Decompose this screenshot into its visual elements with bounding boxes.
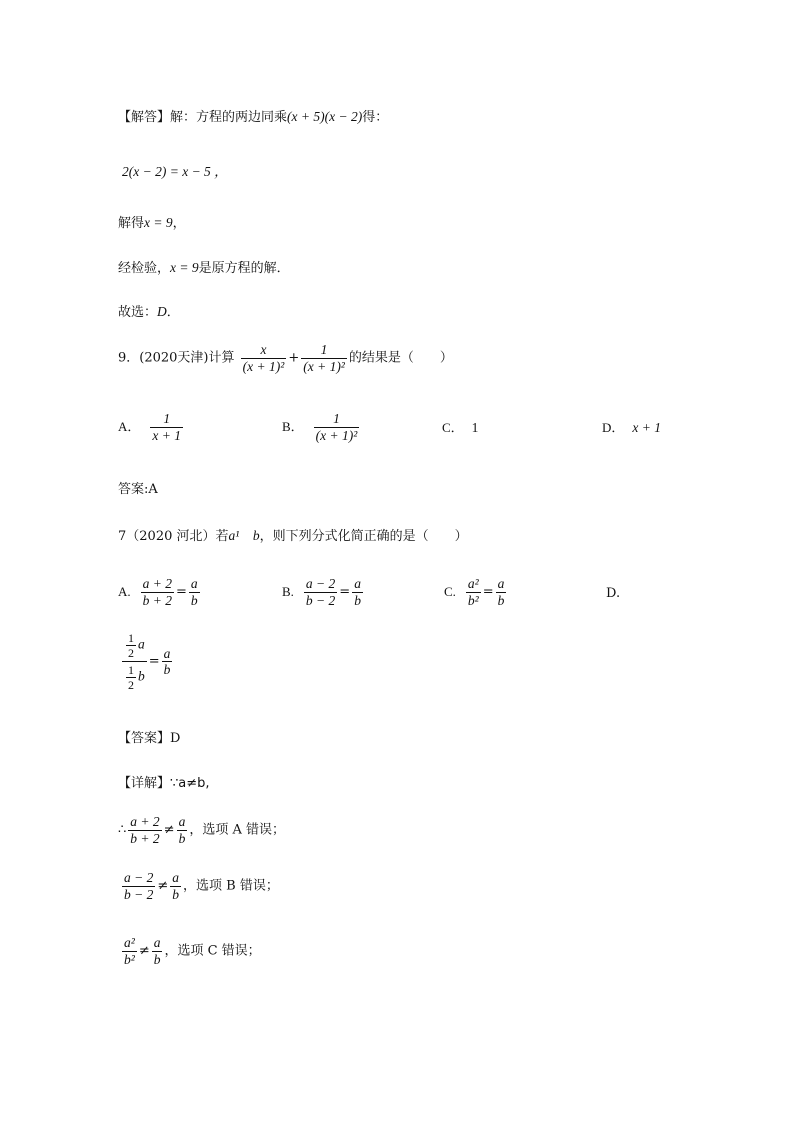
q9-option-d-text: x + 1 — [632, 420, 661, 435]
q7-option-c-lfrac — [466, 576, 481, 608]
solution-choice-line — [118, 303, 180, 322]
q7-option-c-eq: = — [482, 584, 494, 600]
q7-detail-a-neq: ≠ — [163, 822, 175, 838]
q7-option-c-rden: b — [497, 592, 505, 608]
q7-detail-c-rfrac — [152, 935, 163, 967]
q9-option-a-num: 1 — [150, 411, 183, 428]
q7-detail-intro: ∵a≠b, — [170, 776, 210, 791]
q9-option-d — [602, 419, 661, 438]
check-value: x = 9 — [170, 260, 199, 275]
q7-detail-c — [120, 935, 261, 967]
q7-condition: a¹ b — [228, 528, 260, 543]
q9-option-b-frac — [314, 411, 360, 443]
q9-option-b-label: B． — [282, 418, 304, 434]
q9-frac1-num: x — [241, 342, 287, 359]
q9-number: 9． — [118, 350, 140, 366]
q7-option-d-top — [122, 630, 147, 662]
q7-option-c-rnum: a — [497, 576, 505, 591]
q7-detail-c-neq: ≠ — [138, 943, 150, 959]
q9-suffix: 的结果是（ ） — [348, 350, 453, 366]
q7-option-b-label: B. — [282, 583, 294, 599]
q7-detail-a-lnum: a + 2 — [130, 814, 160, 829]
q7-detail-c-lden: b² — [124, 951, 135, 967]
q7-answer: D — [170, 731, 181, 746]
q7-detail-b-rfrac — [170, 870, 181, 902]
solution-intro: 解：方程的两边同乘 — [170, 110, 288, 125]
q9-fraction-2 — [301, 342, 347, 374]
solution-line-1 — [118, 108, 388, 127]
q7-number: 7（2020 河北） — [118, 529, 216, 544]
q7-answer-line — [118, 730, 180, 748]
q9-option-c — [442, 419, 478, 438]
choice-suffix: ． — [166, 305, 180, 320]
q7-option-b-eq: = — [339, 584, 351, 600]
q7-option-d-label: D. — [606, 586, 621, 601]
check-prefix: 经检验， — [118, 261, 171, 276]
solution-multiplier: (x + 5)(x − 2) — [287, 109, 363, 124]
check-suffix: 是原方程的解． — [198, 261, 290, 276]
solution-heading: 【解答】 — [118, 110, 171, 125]
q7-option-d-top-d: 2 — [128, 646, 134, 660]
q7-detail-b-rnum: a — [172, 870, 180, 885]
solved-value: x = 9 — [144, 215, 173, 230]
solution-eq1: 2(x − 2) = x − 5 ， — [122, 164, 228, 179]
q7-option-d-bot-half — [126, 663, 136, 692]
q7-detail-a-lfrac — [128, 814, 161, 846]
q7-option-d-bot-d: 2 — [128, 678, 134, 692]
q9-fraction-1 — [241, 342, 287, 374]
q7-detail-a-rnum: a — [178, 814, 186, 829]
q9-stem — [118, 342, 453, 374]
q9-prefix: 计算 — [208, 350, 235, 366]
q7-detail-a-text: ，选项 A 错误； — [189, 822, 285, 838]
q7-answer-heading: 【答案】 — [118, 731, 171, 746]
q9-option-b — [282, 411, 361, 443]
q7-detail-b-text: ，选项 B 错误； — [183, 878, 279, 894]
choice-prefix: 故选： — [118, 305, 158, 320]
q7-option-d-top-n: 1 — [128, 631, 134, 645]
q9-frac2-den: (x + 1)² — [303, 358, 345, 374]
q7-detail-line — [118, 775, 210, 793]
q9-option-a-label: A． — [118, 418, 141, 434]
q7-option-d-rfrac — [162, 646, 173, 678]
q7-option-d-lfrac — [122, 630, 147, 693]
solution-check-line — [118, 259, 290, 278]
q7-option-c-lden: b² — [467, 592, 479, 608]
q7-prefix: 若 — [215, 529, 229, 544]
choice-value: D — [157, 304, 167, 319]
q7-option-a-rden: b — [190, 592, 198, 608]
q7-option-b-rden: b — [354, 592, 361, 608]
q7-detail-a — [118, 814, 285, 846]
q9-plus: + — [288, 350, 300, 366]
q7-detail-c-rden: b — [153, 951, 161, 967]
q7-option-a-rfrac — [189, 576, 200, 608]
q7-detail-c-rnum: a — [153, 935, 161, 950]
q7-option-b-lnum: a − 2 — [305, 576, 336, 591]
q7-option-d — [120, 630, 174, 693]
q9-option-d-label: D． — [602, 420, 625, 435]
q7-option-b — [282, 576, 365, 608]
q7-option-d-rnum: a — [163, 645, 171, 661]
q7-option-a-label: A. — [118, 583, 131, 599]
q9-option-a-den: x + 1 — [152, 427, 181, 443]
q7-option-b-rnum: a — [354, 576, 361, 591]
q7-option-c-lnum: a² — [467, 576, 479, 591]
q7-detail-a-rfrac — [177, 814, 188, 846]
q7-detail-a-rden: b — [178, 830, 186, 846]
q7-detail-b-lfrac — [122, 870, 155, 902]
q7-suffix: ，则下列分式化简正确的是（ ） — [259, 529, 468, 544]
q7-detail-a-lden: b + 2 — [130, 830, 160, 846]
q9-option-c-text: 1 — [471, 420, 479, 435]
q7-detail-b-neq: ≠ — [157, 878, 169, 894]
q7-option-d-bottom — [122, 662, 147, 693]
q7-option-a — [118, 576, 202, 608]
q9-frac1-den: (x + 1)² — [242, 358, 285, 374]
q7-detail-b-lden: b − 2 — [124, 886, 154, 902]
q9-option-c-label: C． — [442, 420, 464, 435]
q7-option-c-rfrac — [496, 576, 507, 608]
q9-option-b-den: (x + 1)² — [315, 427, 358, 443]
q7-option-c — [444, 576, 508, 608]
q7-detail-c-lfrac — [122, 935, 137, 967]
q9-frac2-num: 1 — [301, 342, 347, 359]
q7-detail-b-rden: b — [172, 886, 180, 902]
q9-option-b-num: 1 — [314, 411, 360, 428]
solution-solved-line — [118, 214, 186, 233]
solved-prefix: 解得 — [118, 216, 145, 231]
q7-option-d-rden: b — [163, 662, 171, 677]
q7-option-d-top-half — [126, 631, 136, 660]
q7-option-c-label: C. — [444, 583, 456, 599]
solved-suffix: ， — [172, 216, 186, 231]
q7-option-a-lden: b + 2 — [142, 592, 173, 608]
q7-detail-heading: 【详解】 — [118, 776, 171, 791]
q7-option-a-lnum: a + 2 — [142, 576, 173, 591]
q7-option-b-rfrac — [352, 576, 363, 608]
q7-option-b-lden: b − 2 — [305, 592, 336, 608]
q7-option-a-lfrac — [141, 576, 174, 608]
solution-intro-end: 得： — [362, 110, 389, 125]
q7-option-a-eq: = — [176, 584, 187, 600]
q7-option-d-bot-n: 1 — [128, 663, 134, 677]
q9-answer: 答案:A — [118, 482, 158, 497]
q9-option-a-frac — [150, 411, 183, 443]
q7-option-a-rnum: a — [190, 576, 198, 591]
q9-source: (2020天津) — [139, 350, 209, 366]
q7-option-d-eq: = — [148, 654, 160, 669]
q7-detail-c-lnum: a² — [124, 935, 135, 950]
q9-option-a — [118, 411, 185, 443]
q7-option-d-top-v: a — [138, 636, 145, 652]
q7-detail-b — [120, 870, 279, 902]
q7-stem — [118, 527, 468, 546]
q7-option-d-bot-v: b — [138, 668, 145, 684]
q7-detail-a-prefix: ∴ — [118, 822, 127, 838]
q7-option-b-lfrac — [304, 576, 337, 608]
q7-detail-c-text: ，选项 C 错误； — [164, 943, 261, 959]
q7-detail-b-lnum: a − 2 — [124, 870, 154, 885]
